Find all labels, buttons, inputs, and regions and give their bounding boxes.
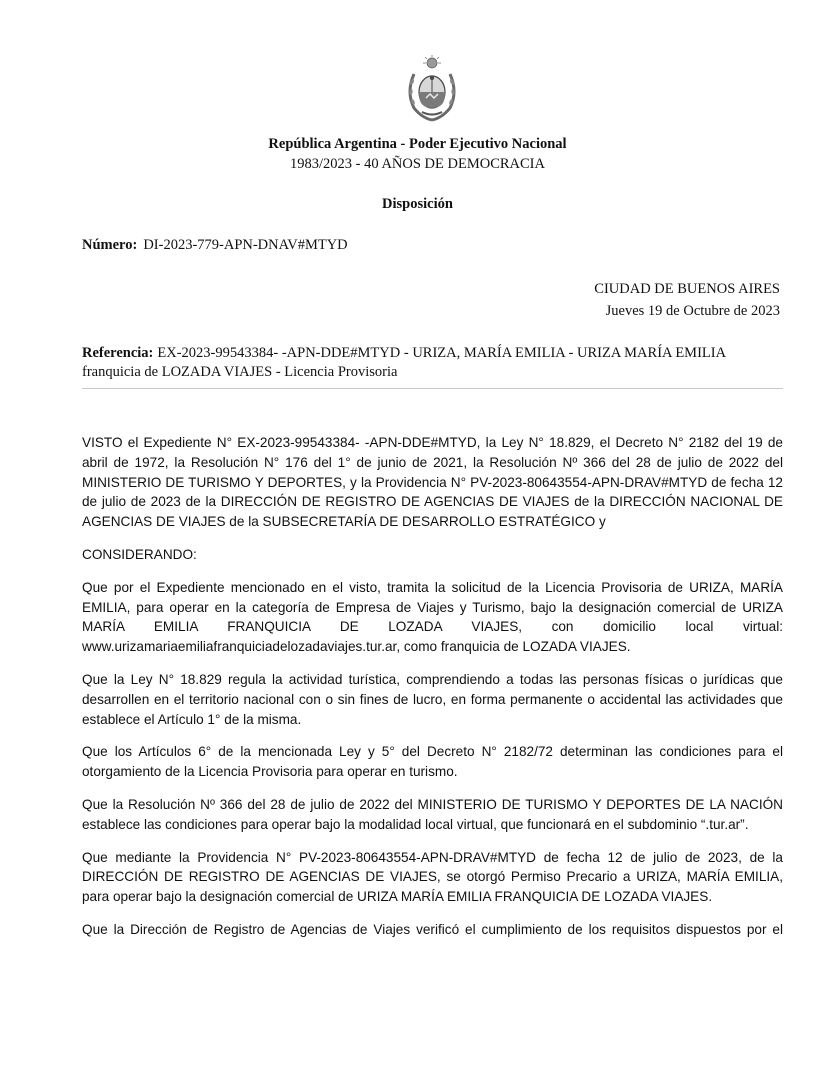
header-subtitle: 1983/2023 - 40 AÑOS DE DEMOCRACIA [290, 156, 545, 172]
document-number-label: Número: [82, 237, 138, 253]
paragraph: Que la Resolución Nº 366 del 28 de julio de 2022 del MINISTERIO DE TURISMO Y DEPORTES DE LA NACIÓN establece las condiciones para operar bajo la modalidad local virtual, que funcionará en el subdominio “.tur.ar”. [82, 796, 783, 832]
header-title: República Argentina - Poder Ejecutivo Nacional [268, 136, 567, 152]
reference-label: Referencia: [82, 345, 154, 361]
paragraph: Que los Artículos 6° de la mencionada Ley y 5° del Decreto N° 2182/72 determinan las condiciones para el otorgamiento de la Licencia Provisoria para operar en turismo. [82, 744, 783, 780]
paragraph: Que la Ley N° 18.829 regula la actividad turística, comprendiendo a todas las personas físicas o jurídicas que desarrollen en el territorio nacional con o sin fines de lucro, en forma permanente o accidental las actividades que establece el Artículo 1° de la misma. [82, 671, 783, 727]
document-type: Disposición [382, 196, 453, 212]
city: CIUDAD DE BUENOS AIRES [594, 281, 780, 297]
paragraph: Que por el Expediente mencionado en el visto, tramita la solicitud de la Licencia Provisoria de URIZA, MARÍA EMILIA, para operar en la categoría de Empresa de Viajes y Turismo, bajo la designación comercial de URIZA MARÍA EMILIA FRANQUICIA DE LOZADA VIAJES, con domicilio local virtual: www.urizamariaemiliafranquiciadelozadaviajes.tur.ar, como franquicia de LOZADA VIAJES. [82, 579, 783, 655]
reference [82, 344, 782, 382]
sun-icon [423, 55, 441, 68]
coat-of-arms-seal [404, 54, 460, 122]
paragraph-visto: VISTO el Expediente N° EX-2023-99543384- -APN-DDE#MTYD, la Ley N° 18.829, el Decreto N° 2182 del 19 de abril de 1972, la Resolución N° 176 del 1° de junio de 2021, la Resolución Nº 366 del 28 de julio de 2022 del MINISTERIO DE TURISMO Y DEPORTES, y la Providencia N° PV-2023-80643554-APN-DRAV#MTYD de fecha 12 de julio de 2023 de la DIRECCIÓN DE REGISTRO DE AGENCIAS DE VIAJES de la DIRECCIÓN NACIONAL DE AGENCIAS DE VIAJES de la SUBSECRETARÍA DE DESARROLLO ESTRATÉGICO y [82, 435, 783, 530]
paragraph: Que mediante la Providencia N° PV-2023-80643554-APN-DRAV#MTYD de fecha 12 de julio de 2023, de la DIRECCIÓN DE REGISTRO DE AGENCIAS DE VIAJES, se otorgó Permiso Precario a URIZA, MARÍA EMILIA, para operar bajo la designación comercial de URIZA MARÍA EMILIA FRANQUICIA DE LOZADA VIAJES. [82, 849, 783, 905]
paragraph: Que la Dirección de Registro de Agencias de Viajes verificó el cumplimiento de los requisitos dispuestos por el [82, 921, 783, 937]
reference-value: EX-2023-99543384- -APN-DDE#MTYD - URIZA, MARÍA EMILIA - URIZA MARÍA EMILIA franquicia de LOZADA VIAJES - Licencia Provisoria [82, 345, 726, 380]
paragraph-considerando: CONSIDERANDO: [82, 546, 197, 562]
document-number-value: DI-2023-779-APN-DNAV#MTYD [143, 237, 348, 253]
document-body [82, 433, 783, 940]
document-date: Jueves 19 de Octubre de 2023 [605, 303, 780, 319]
document-number [82, 237, 348, 254]
divider [82, 388, 783, 389]
